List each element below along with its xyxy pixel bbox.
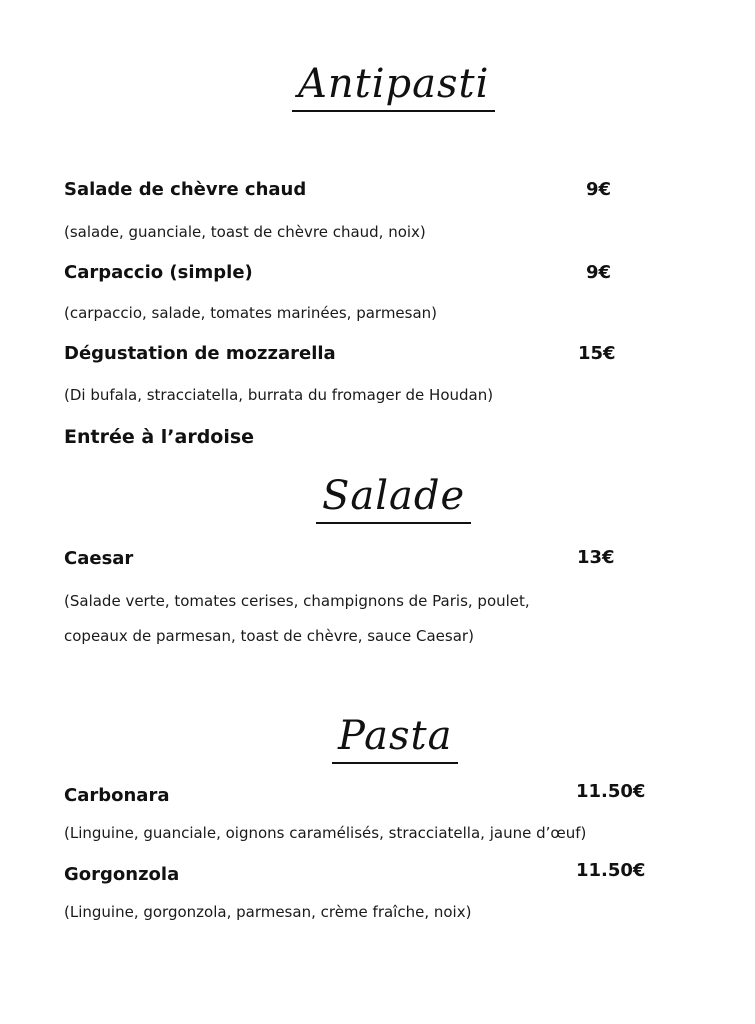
menu-item-price: 11.50€ [576,781,646,802]
menu-item-price: 9€ [586,262,612,283]
menu-item-name: Salade de chèvre chaud [64,179,307,200]
section-title-pasta [338,714,452,758]
menu-item-description: copeaux de parmesan, toast de chèvre, sauce Caesar) [64,627,474,645]
section-title-antipasti [298,62,489,106]
section-title-salade [322,474,465,518]
menu-item-description: (Salade verte, tomates cerises, champignons de Paris, poulet, [64,592,530,610]
menu-item-description: (Linguine, gorgonzola, parmesan, crème fraîche, noix) [64,903,472,921]
menu-item-name: Caesar [64,548,134,569]
menu-item-description: (Di bufala, stracciatella, burrata du fromager de Houdan) [64,386,494,404]
menu-item-description: (salade, guanciale, toast de chèvre chaud, noix) [64,223,426,241]
section-title-underline [292,110,495,112]
section-title-pasta-text: Pasta [338,713,453,759]
menu-item-price: 13€ [577,547,615,568]
section-title-salade-text: Salade [322,473,466,519]
section-title-antipasti-text: Antipasti [298,61,490,107]
menu-item-name: Dégustation de mozzarella [64,343,336,364]
menu-item-price: 11.50€ [576,860,646,881]
menu-item-description: (Linguine, guanciale, oignons caramélisés, stracciatella, jaune d’œuf) [64,824,587,842]
menu-item-name: Carbonara [64,785,170,806]
section-title-underline [316,522,471,524]
menu-item-name: Carpaccio (simple) [64,262,253,283]
menu-item-price: 15€ [578,343,616,364]
menu-item-price: 9€ [586,179,612,200]
section-title-underline [332,762,458,764]
menu-item-description: (carpaccio, salade, tomates marinées, parmesan) [64,304,438,322]
menu-item-name: Gorgonzola [64,864,180,885]
menu-item-name: Entrée à l’ardoise [64,426,255,448]
